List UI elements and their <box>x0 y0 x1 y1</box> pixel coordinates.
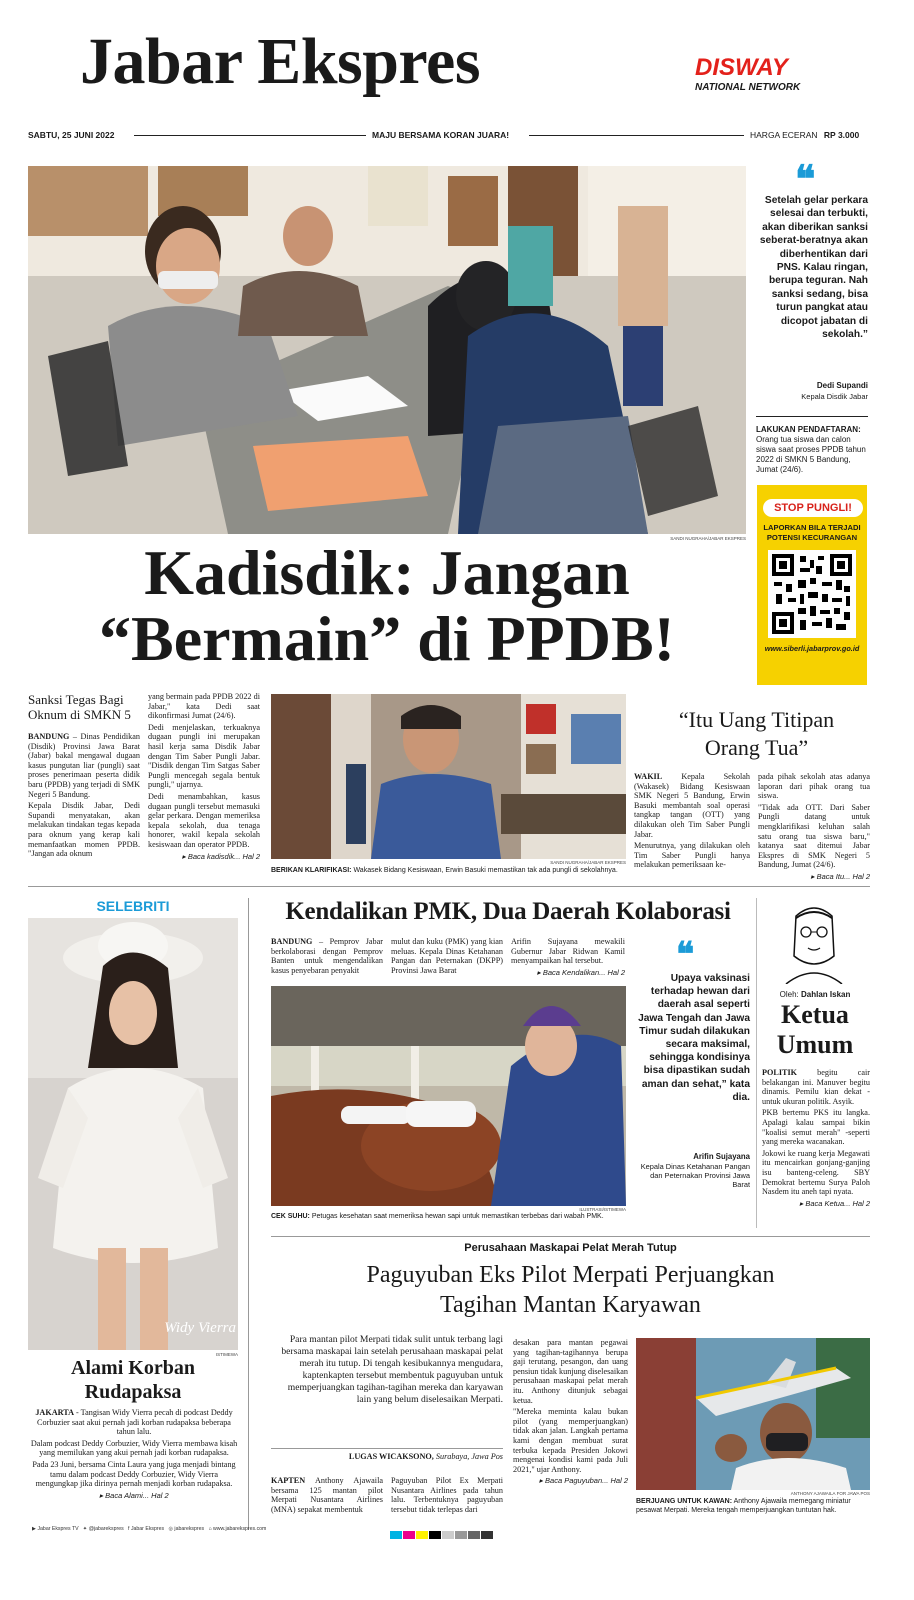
top-photo-credit: SANDI NUGRAHA/JABAR EKSPRES <box>670 536 746 541</box>
dedi-quote-title: Kepala Disdik Jabar <box>801 392 868 401</box>
merpati-lead: KAPTEN <box>271 1476 306 1485</box>
column-headline <box>760 1000 870 1060</box>
footer-youtube-icon: ▶ <box>32 1526 36 1532</box>
second-col1-text-b: Menurutnya, yang dilakukan oleh Tim Saber Pungli hanya melakukan pemeriksaan ke- <box>634 841 750 870</box>
pmk-baca-text: Baca Kendalikan... Hal 2 <box>542 967 625 977</box>
pmk-dateline: BANDUNG <box>271 937 313 946</box>
footer-twitter-icon: ✦ <box>82 1526 88 1532</box>
main-headline-line1: Kadisdik: Jangan <box>144 537 630 608</box>
main-subhead <box>28 692 140 722</box>
cow-caption-text: Petugas kesehatan saat memeriksa hewan sapi untuk memastikan terbebas dari wabah PMK. <box>311 1213 604 1220</box>
cow-photo-illustration <box>271 986 626 1206</box>
qr-code[interactable] <box>768 550 856 638</box>
footer-facebook-icon: f <box>128 1526 130 1532</box>
pmk-quote-mark-icon: ❝ <box>676 936 695 974</box>
anthony-photo-caption <box>636 1498 872 1515</box>
main-col1-text-b: Kepala Disdik Jabar, Dedi Supandi menyatakan, akan melakukan tindakan tegas kepada para oknum yang kerap kali memanfaatkan momen PPDB. "Jangan ada oknum <box>28 801 140 859</box>
stop-pungli-box <box>757 485 867 685</box>
selebriti-headline <box>28 1356 238 1404</box>
widy-photo-credit: ISTIMEWA <box>215 1352 238 1357</box>
column-baca[interactable] <box>762 1199 870 1208</box>
second-baca-text: Baca Itu... Hal 2 <box>816 871 870 881</box>
pmk-col2 <box>391 937 503 977</box>
main-subhead-line2: Oknum di SMKN 5 <box>28 707 131 722</box>
merpati-headline <box>271 1260 870 1320</box>
second-headline-line1: “Itu Uang Titipan <box>678 707 835 732</box>
main-story-col1 <box>28 732 140 861</box>
merpati-baca-arrow-icon: ▸ <box>539 1476 546 1486</box>
main-headline-line2: “Bermain” di PPDB! <box>99 603 675 674</box>
merpati-kicker: Perusahaan Maskapai Pelat Merah Tutup <box>464 1242 677 1254</box>
second-baca-arrow-icon: ▸ <box>810 871 817 881</box>
anthony-caption-head: BERJUANG UNTUK KAWAN: <box>636 1498 733 1505</box>
merpati-col1-text: Anthony Ajawaila bersama 125 mantan pilot Merpati Nusantara Airlines (MNA) sepakat membentuk <box>271 1476 383 1514</box>
anthony-photo <box>636 1338 870 1490</box>
price <box>750 130 859 140</box>
column-text-b: PKB bertemu PKS itu langka. Apalagi kalau sampai bikin "koalisi semut merah" -seperti yang mereka wacanakan. <box>762 1108 870 1147</box>
selebriti-headline-line1: Alami Korban <box>71 1357 195 1379</box>
main-dateline: BANDUNG <box>28 732 70 741</box>
anthony-caption-text: Anthony Ajawaila memegang miniatur pesawat Merpati. Mereka tengah memperjuangkan tuntutan hak. <box>636 1498 851 1514</box>
selebriti-label: SELEBRITI <box>96 898 170 914</box>
ppdb-photo-illustration <box>28 166 746 534</box>
main-col2-text-c: Dedi menambahkan, kasus dugaan pungli tersebut memasuki gelar perkara. Dengan memeriksa kepala sekolah, dua tenaga honorer, wakil kepala sekolah kesiswaan dan operator PPDB. <box>148 791 260 849</box>
pmk-col2-text: mulut dan kuku (PMK) yang kian meluas. Kepala Dinas Ketahanan Pangan dan Peternakan (DKPP) Provinsi Jawa Barat <box>391 937 503 975</box>
column-lead: POLITIK <box>762 1068 798 1077</box>
issue-date: SABTU, 25 JUNI 2022 <box>28 130 115 140</box>
dedi-quote-name: Dedi Supandi <box>816 381 868 390</box>
main-baca[interactable] <box>148 852 260 861</box>
masthead-rule-right <box>529 135 744 136</box>
pmk-col3-text: Arifin Sujayana mewakili Gubernur Jabar Ridwan Kamil menyampaikan hal tersebut. <box>511 937 625 966</box>
dahlan-byline <box>760 990 870 999</box>
masthead-rule-left <box>134 135 366 136</box>
disway-logo <box>695 56 825 80</box>
second-headline <box>634 706 879 762</box>
merpati-byline-name: LUGAS WICAKSONO, <box>348 1452 434 1461</box>
merpati-col2 <box>391 1476 503 1516</box>
footer-item-twitter[interactable]: @jabarekspres <box>88 1526 124 1532</box>
merpati-col3 <box>513 1338 628 1485</box>
main-subhead-line1: Sanksi Tegas Bagi <box>28 692 124 707</box>
dahlan-portrait <box>776 896 852 984</box>
erwin-basuki-photo <box>271 694 626 859</box>
second-col2-text-a: pada pihak sekolah atas adanya laporan dari pihak orang tua siswa. <box>758 772 870 801</box>
main-baca-arrow-icon: ▸ <box>182 851 188 861</box>
second-story-col1 <box>634 772 750 872</box>
erwin-photo-illustration <box>271 694 626 859</box>
stop-pungli-title <box>763 499 863 517</box>
merpati-headline-line2: Tagihan Mantan Karyawan <box>440 1292 701 1318</box>
cow-check-photo <box>271 986 626 1206</box>
column-text-c: Jokowi ke ruang kerja Megawati itu mencairkan gonjang-ganjing isu banteng-celeng. SBY Demokrat bertemu Surya Paloh Nasdem itu aneh tapi nyata. <box>762 1148 870 1197</box>
dahlan-author: Dahlan Iskan <box>801 990 851 999</box>
stop-pungli-text: LAPORKAN BILA TERJADI POTENSI KECURANGAN <box>763 523 861 542</box>
cow-photo-caption <box>271 1213 631 1222</box>
price-value: RP 3.000 <box>823 130 860 140</box>
footer-item-instagram[interactable]: jabarekspres <box>174 1526 205 1532</box>
widy-photo-name: Widy Vierra <box>164 1320 236 1336</box>
disway-network: NATIONAL NETWORK <box>695 82 801 93</box>
pmk-headline: Kendalikan PMK, Dua Daerah Kolaborasi <box>285 898 731 925</box>
selebriti-dateline: JAKARTA <box>35 1408 74 1417</box>
footer-web-icon: ⌂ <box>208 1526 212 1532</box>
selebriti-baca[interactable] <box>28 1491 240 1500</box>
quote-divider <box>756 416 868 417</box>
column-baca-arrow-icon: ▸ <box>799 1198 806 1208</box>
dahlan-portrait-sketch <box>776 896 852 984</box>
selebriti-text-a: - Tangisan Widy Vierra pecah di podcast Deddy Corbuzier saat akui pernah jadi korban rudapaksa beberapa tahun lalu. <box>37 1408 233 1437</box>
footer-item-youtube[interactable]: Jabar Ekspres TV <box>37 1526 79 1532</box>
selebriti-baca-arrow-icon: ▸ <box>99 1490 106 1500</box>
column-text-a: begitu cair belakangan ini. Manuver begitu dinamis. Pemilu kian dekat -untuk ukuran politik. Asyik. <box>762 1068 870 1106</box>
qr-code-graphic <box>772 554 852 634</box>
pmk-quote: Upaya vaksinasi terhadap hewan dari daerah asal seperti Jawa Tengah dan Jawa Timur sudah dilakukan secara maksimal, sehingga kondisinya bisa dipastikan sudah aman dan sehat,” kata dia. <box>638 973 750 1103</box>
anthony-photo-illustration <box>636 1338 870 1490</box>
selebriti-text <box>28 1408 240 1500</box>
color-registration-bar <box>390 1526 520 1534</box>
pmk-col3 <box>511 937 625 977</box>
merpati-col1 <box>271 1476 383 1516</box>
second-headline-line2: Orang Tua” <box>704 735 809 760</box>
masthead-title: Jabar Ekspres <box>80 25 481 98</box>
pmk-col1 <box>271 937 383 977</box>
column-divider-left <box>248 898 249 1530</box>
main-col2-text-a: yang bermain pada PPDB 2022 di Jabar," kata Dedi saat dikonfirmasi Jumat (24/6). <box>148 692 260 721</box>
merpati-byline <box>271 1452 503 1461</box>
footer-social <box>32 1526 266 1532</box>
merpati-col2-text: Paguyuban Pilot Ex Merpati Nusantara Airlines pada tahun lalu. Terbentuknya paguyuban tersebut tidak terlepas dari <box>391 1476 503 1514</box>
merpati-headline-line1: Paguyuban Eks Pilot Merpati Perjuangkan <box>366 1262 775 1288</box>
selebriti-baca-text: Baca Alami... Hal 2 <box>105 1490 169 1500</box>
pmk-quote-name: Arifin Sujayana <box>693 1152 750 1161</box>
main-col1-text: – Dinas Pendidikan (Disdik) Provinsi Jawa Barat (Jabar) bakal mengawal dugaan kasus pungutan liar (pungli) saat proses penerimaan peserta didik baru (PPDB) yang terjadi di SMK Negeri 5 Bandung. <box>28 732 140 799</box>
second-baca[interactable] <box>758 872 870 881</box>
merpati-col3-text-b: "Mereka meminta kalau bukan pilot (yang memperjuangkan) tidak akan jalan. Langkah pertama kami dengan membuat surat terbuka kepada Presiden Jokowi mengenai kondisi kami pada Juli 2021," ujar Anthony. <box>513 1407 628 1474</box>
erwin-caption-head: BERIKAN KLARIFIKASI: <box>271 867 352 874</box>
quote-mark-icon: ❝ <box>795 159 816 201</box>
selebriti-text-c: Pada 23 Juni, bersama Cinta Laura yang juga menjadi bintang tamu dalam podcast Deddy Corbuzier, Widy Vierra mengungkap jika dirinya pernah menjadi korban rudapaksa. <box>32 1459 236 1489</box>
merpati-col3-text: desakan para mantan pegawai yang tagihan-tagihannya berupa gaji terutang, pesangon, dan uang pensiun tidak kunjung diselesaikan perusahaan maskapai pelat merah itu. Anthony ditunjuk sebagai ketua. <box>513 1338 628 1405</box>
top-caption-head: LAKUKAN PENDAFTARAN: <box>756 425 861 434</box>
pmk-quote-title: Kepala Dinas Ketahanan Pangan dan Peternakan Provinsi Jawa Barat <box>640 1162 750 1189</box>
footer-item-facebook[interactable]: Jabar Ekspres <box>130 1526 165 1532</box>
merpati-byline-place: Surabaya, Jawa Pos <box>435 1452 503 1461</box>
dedi-quote: Setelah gelar perkara selesai dan terbukti, akan diberikan sanksi seberat-beratnya akan diberhentikan dari PNS. Kalau ringan, berupa teguran. Nah sanksi sedang, bisa turun pangkat atau dicopot jabatan di sekolah.” <box>759 195 868 341</box>
column-text <box>762 1068 870 1208</box>
stop-pungli-title-text: STOP PUNGLI! <box>774 502 852 514</box>
pmk-col1-text: – Pemprov Jabar berkolaborasi dengan Pemprov Banten untuk mengendalikan kasus penyebaran penyakit <box>271 937 384 975</box>
anthony-photo-credit: ANTHONY AJAWAILA FOR JAWA POS <box>790 1491 870 1496</box>
selebriti-headline-line2: Rudapaksa <box>84 1381 182 1403</box>
main-baca-text: Baca kadisdik... Hal 2 <box>187 851 260 861</box>
erwin-photo-credit: SANDI NUGRAHA/JABAR EKSPRES <box>550 860 626 865</box>
second-col1-text: Kepala Sekolah (Wakasek) Bidang Kesiswaan SMK Negeri 5 Bandung, Erwin Basuki membantah soal operasi tangkap tangan (OTT) yang dilakukan oleh Tim Saber Pungli Jabar. <box>634 772 750 839</box>
main-col2-text-b: Dedi menjelaskan, terkuaknya dugaan pungli ini merupakan hasil kerja sama Disdik Jabar dengan Tim Saber Pungli Jabar. "Disdik dengan Tim Satgas Saber Pungli mencegah segala bentuk pungli," ujarnya. <box>148 722 260 790</box>
erwin-photo-caption <box>271 867 631 876</box>
top-photo-caption <box>756 425 870 475</box>
column-divider-right <box>756 898 757 1228</box>
widy-vierra-photo <box>28 918 238 1350</box>
cow-photo-credit: ILUSTRASI/ISTIMEWA <box>579 1207 626 1212</box>
merpati-intro: Para mantan pilot Merpati tidak sulit untuk terbang lagi bersama maskapai lain setelah perusahaan maskapai pelat merah itu tutup. Di tengah kesibukannya mengudara, kaptenkapten tersebut membentuk paguyuban untuk memperjuangkan tagihan-tagihan mereka dan karyawan lain yang belum diselesaikan Merpati. <box>281 1334 503 1405</box>
column-headline-line1: Ketua <box>781 1000 849 1029</box>
column-baca-text: Baca Ketua... Hal 2 <box>805 1198 870 1208</box>
byline-rule <box>271 1448 503 1449</box>
ppdb-registration-photo <box>28 166 746 534</box>
pmk-baca[interactable] <box>511 968 625 977</box>
section-divider <box>28 886 870 887</box>
price-label: HARGA ECERAN <box>750 130 818 140</box>
pmk-baca-arrow-icon: ▸ <box>537 967 543 977</box>
dahlan-byline-prefix: Oleh: <box>779 990 799 999</box>
erwin-caption-text: Wakasek Bidang Kesiswaan, Erwin Basuki memastikan tak ada pungli di sekolahnya. <box>353 867 618 874</box>
main-story-col2 <box>148 692 260 861</box>
column-headline-line2: Umum <box>776 1030 854 1059</box>
second-lead: WAKIL <box>634 772 663 781</box>
cow-caption-head: CEK SUHU: <box>271 1213 310 1220</box>
widy-photo-illustration <box>28 918 238 1350</box>
stop-pungli-url[interactable]: www.siberli.jabarprov.go.id <box>764 644 860 653</box>
masthead-slogan: MAJU BERSAMA KORAN JUARA! <box>372 130 510 140</box>
second-col2-text-b: "Tidak ada OTT. Dari Saber Pungli datang untuk mengklarifikasi keluhan salah satu orang tua siswa baru," katanya saat ditemui Jabar Ekspres di SMK Negeri 5 Bandung, Jumat (24/6). <box>758 802 870 870</box>
second-story-col2 <box>758 772 870 881</box>
disway-brand: DISWAY <box>695 54 788 81</box>
merpati-top-rule <box>271 1236 870 1237</box>
merpati-baca-text: Baca Paguyuban... Hal 2 <box>545 1476 628 1486</box>
merpati-baca[interactable] <box>513 1476 628 1485</box>
footer-item-web[interactable]: www.jabarekspres.com <box>213 1526 267 1532</box>
footer-instagram-icon: ◎ <box>168 1526 173 1532</box>
top-caption-text: Orang tua siswa dan calon siswa saat proses PPDB tahun 2022 di SMKN 5 Bandung, Jumat (24/6). <box>756 435 866 474</box>
selebriti-text-b: Dalam podcast Deddy Corbuzier, Widy Vierra membawa kisah yang memilukan yang akui pernah jadi korban rudapaksa. <box>30 1438 238 1458</box>
